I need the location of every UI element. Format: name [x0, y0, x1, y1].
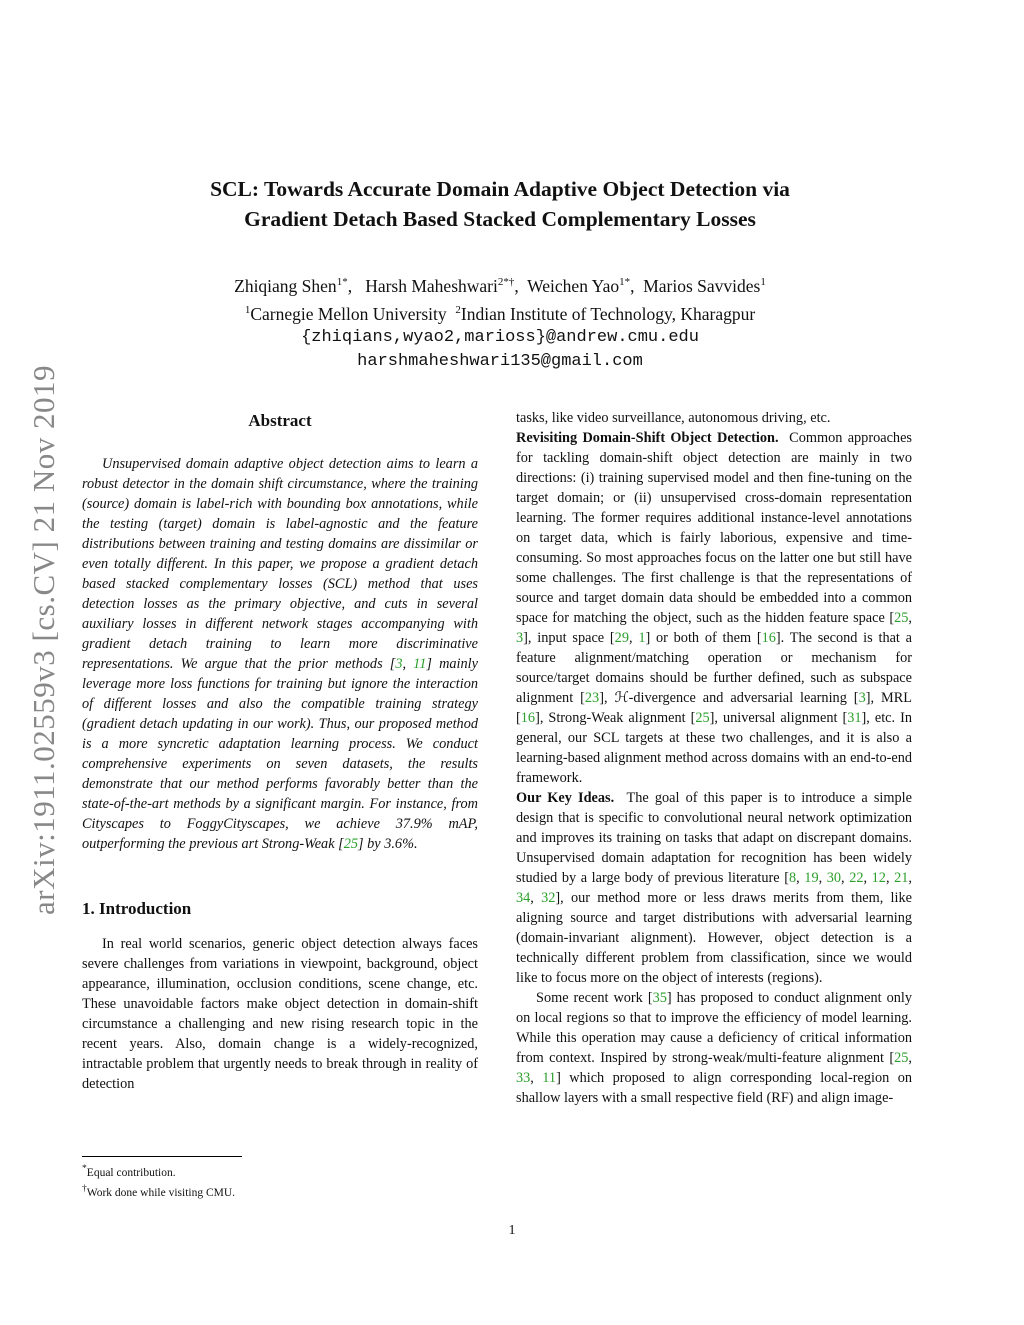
title-line-2: Gradient Detach Based Stacked Complementary Losses: [244, 207, 756, 231]
author-1: Zhiqiang Shen: [234, 275, 337, 296]
citation-link[interactable]: 31: [847, 710, 862, 726]
continued-text: tasks, like video surveillance, autonomous driving, etc.: [516, 410, 831, 426]
left-column: [82, 408, 478, 1094]
abstract-text: Unsupervised domain adaptive object detection aims to learn a robust detector in the domain shift circumstance, where the training (source) domain is label-rich with bounding box annotations, while the testing (target) domain is label-agnostic and the feature distributions between training and testing domains are dissimilar or even totally different. In this paper, we propose a gradient detach based stacked complementary losses (SCL) method that uses detection losses as the primary objective, and cuts in several auxiliary losses in different network stages accompanying with gradient detach training to learn more discriminative representations. We argue that the prior methods [3, 11] mainly leverage more loss functions for training but ignore the interaction of different losses and also the compatible training strategy (gradient detach updating in our work). Thus, our proposed method is a more syncretic adaptation learning process. We conduct comprehensive experiments on seven datasets, the results demonstrate that our method performs favorably better than the state-of-the-art methods by a significant margin. For instance, from Cityscapes to FoggyCityscapes, we achieve 37.9% mAP, outperforming the previous art Strong-Weak [25] by 3.6%.: [82, 456, 478, 852]
author-names: Zhiqiang Shen$^{1*}$, Harsh Maheshwari$^{2*\dagger}$, Weichen Yao$^{1*}$, Marios Savvides$^1$: [234, 275, 766, 296]
affiliation-2: Indian Institute of Technology, Kharagpur: [460, 303, 756, 324]
text-span: Some recent work [: [536, 990, 653, 1006]
page-number: 1: [508, 1223, 516, 1238]
title-line-1: SCL: Towards Accurate Domain Adaptive Object Detection via: [210, 177, 790, 201]
affiliation-1-mark: 1: [244, 303, 251, 316]
text-span: ]. The second is that a feature alignment/matching operation or mechanism for source/target domains should be further defined, such as subspace alignment [: [516, 630, 913, 706]
key-ideas-paragraph: Our Key Ideas. The goal of this paper is to introduce a simple design that is specific to convolutional neural network optimization and improves its training on tasks that adapt on discrepant domains. Unsupervised domain adaptation for recognition has been widely studied by a large body of previous literature [8, 19, 30, 22, 12, 21, 34, 32], our method more or less draws merits from them, like aligning source and target distributions with adversarial learning (domain-invariant alignment). However, object detection is a technically different problem from classification, since we would like to focus more on the object of interests (regions).: [516, 790, 912, 986]
intro-paragraph: In real world scenarios, generic object detection always faces severe challenges from variations in viewpoint, background, object appearance, illumination, occlusion conditions, scene change, etc. These unavoidable factors make object detection in domain-shift circumstance a challenging and new rising research topic in the recent years. Also, domain change is a widely-recognized, intractable problem that urgently needs to break through in reality of detection: [82, 936, 478, 1092]
author-block: [120, 270, 880, 374]
affiliation-2-mark: 2: [455, 303, 461, 316]
abstract-part-3: ] by 3.6%.: [358, 836, 418, 852]
citation-link[interactable]: 12: [871, 870, 886, 886]
citation-link[interactable]: 21: [894, 870, 909, 886]
citation-link[interactable]: 8: [788, 870, 797, 886]
recent-work-paragraph: Some recent work [35] has proposed to conduct alignment only on local regions so that to improve the efficiency of model learning. While this operation may cause a deficiency of critical information from context. Inspired by strong-weak/multi-feature alignment [25, 33, 11] which proposed to align corresponding local-region on shallow layers with a small respective field (RF) and align image-: [516, 990, 912, 1106]
text-span: ] which proposed to align corresponding local-region on shallow layers with a small respective field (RF) and align image-: [516, 1070, 912, 1106]
citation-link[interactable]: 35: [652, 990, 667, 1006]
citation-link[interactable]: 34: [516, 890, 531, 906]
author-2: Harsh Maheshwari: [365, 275, 498, 296]
text-span: ], ℋ-divergence and adversarial learning [: [599, 690, 859, 706]
arxiv-identifier: arXiv:1911.02559v3 [cs.CV] 21 Nov 2019: [26, 365, 61, 915]
arxiv-sidebar: [24, 340, 64, 940]
text-span: Common approaches for tackling domain-shift object detection are mainly in two directions: (i) training supervised model and then fine-tuning on the target domain; or (ii) unsupervised cross-domain representation learning. The former requires additional instance-level annotations on target data, which is fairly laborious, expensive and time-consuming. So most approaches focus on the latter one but still have some challenges. The first challenge is that the representations of source and target domain data should be embedded into a common space for matching the object, such as the hidden feature space [: [516, 430, 912, 626]
affiliation-1: Carnegie Mellon University: [250, 303, 447, 324]
citation-link[interactable]: 29: [614, 630, 629, 646]
paper-title: [120, 174, 880, 234]
citation-link[interactable]: 3: [858, 690, 866, 706]
citation-link[interactable]: 3: [516, 630, 524, 646]
text-span: ], etc. In general, our SCL targets at these two challenges, and it is also a learning-based alignment method across domains with an end-to-end framework.: [516, 710, 912, 786]
text-span: ], MRL [: [516, 690, 912, 726]
author-1-mark: 1*: [336, 276, 348, 288]
footnote-1-mark: *: [82, 1163, 87, 1174]
citation-link[interactable]: 25: [343, 836, 358, 852]
abstract-part-2: ] mainly leverage more loss functions for training but ignore the interaction of different losses and also the compatible training strategy (gradient detach updating in our work). Thus, our proposed method is a more syncretic adaptation learning process. We conduct comprehensive experiments on seven datasets, the results demonstrate that our method performs favorably better than the state-of-the-art methods by a significant margin. For instance, from Cityscapes to FoggyCityscapes, we achieve 37.9% mAP, outperforming the previous art Strong-Weak [: [82, 656, 478, 852]
footnote-2-mark: †: [82, 1182, 87, 1194]
citation-link[interactable]: 30: [826, 870, 842, 886]
citation-link[interactable]: 3: [395, 656, 403, 672]
text-span: ] or both of them [: [645, 630, 762, 646]
citation-link[interactable]: 11: [413, 656, 427, 672]
revisiting-heading: Revisiting Domain-Shift Object Detection.: [516, 430, 779, 446]
affiliations: [120, 298, 880, 326]
author-2-mark: 2*†: [497, 276, 515, 288]
citation-link[interactable]: 32: [541, 890, 556, 906]
footnote-2-text: Work done while visiting CMU.: [86, 1186, 236, 1199]
text-span: ], universal alignment [: [709, 710, 848, 726]
key-ideas-heading: Our Key Ideas.: [516, 790, 615, 806]
citation-link[interactable]: 19: [804, 870, 819, 886]
footnote-rule: [82, 1156, 242, 1157]
email-1[interactable]: {zhiqians,wyao2,marioss}@andrew.cmu.edu: [301, 327, 699, 347]
right-column: [516, 408, 912, 1108]
text-span: ], our method more or less draws merits from them, like aligning source and target distributions with adversarial learning (domain-invariant alignment). However, object detection is a technically different problem from classification, since we would like to focus more on the object of interests (regions).: [516, 890, 912, 986]
author-3: Weichen Yao: [527, 275, 620, 296]
footnote-2: [82, 1181, 478, 1201]
section-heading-introduction: 1. Introduction: [82, 899, 192, 918]
citation-link[interactable]: 25: [894, 610, 909, 626]
abstract-part-1: Unsupervised domain adaptive object detection aims to learn a robust detector in the domain shift circumstance, where the training (source) domain is label-rich with bounding box annotations, while the testing (target) domain is label-agnostic and the feature distributions between training and testing domains are dissimilar or even totally different. In this paper, we propose a gradient detach based stacked complementary losses (SCL) method that uses detection losses as the primary objective, and cuts in several auxiliary losses in different network stages accompanying with gradient detach training to learn more discriminative representations. We argue that the prior methods [: [82, 456, 478, 672]
revisiting-paragraph: Revisiting Domain-Shift Object Detection. Common approaches for tackling domain-shift object detection are mainly in two directions: (i) training supervised model and then fine-tuning on the target domain; or (ii) unsupervised cross-domain representation learning. The former requires additional instance-level annotations on target data, which is fairly laborious, expensive and time-consuming. So most approaches focus on the latter one but still have some challenges. The first challenge is that the representations of source and target domain data should be embedded into a common space for matching the object, such as the hidden feature space [25, 3], input space [29, 1] or both of them [16]. The second is that a feature alignment/matching operation or mechanism for source/target domains should be further defined, such as subspace alignment [23], ℋ-divergence and adversarial learning [3], MRL [16], Strong-Weak alignment [25], universal alignment [31], etc. In general, our SCL targets at these two challenges, and it is also a learning-based alignment method across domains with an end-to-end framework.: [516, 430, 913, 786]
citation-link[interactable]: 33: [516, 1070, 531, 1086]
abstract-heading: Abstract: [248, 411, 312, 430]
text-span: The goal of this paper is to introduce a simple design that is specific to convolutional neural network optimization and improves its training on tasks that adapt on discrepant domains. Unsupervised domain adaptation for recognition has been widely studied by a large body of previous literature [: [516, 790, 912, 886]
author-4-mark: 1: [760, 276, 766, 288]
email-2[interactable]: harshmaheshwari135@gmail.com: [357, 351, 643, 371]
citation-link[interactable]: 11: [542, 1070, 557, 1086]
citation-link[interactable]: 25: [695, 710, 710, 726]
citation-link[interactable]: 23: [584, 690, 600, 706]
footnote-1: [82, 1161, 478, 1181]
author-4: Marios Savvides: [643, 275, 761, 296]
author-3-mark: 1*: [619, 276, 631, 288]
citation-link[interactable]: 16: [520, 710, 536, 726]
text-span: ] has proposed to conduct alignment only on local regions so that to improve the efficiency of model learning. While this operation may cause a deficiency of critical information from context. Inspired by strong-weak/multi-feature alignment [: [516, 990, 912, 1066]
footnotes: [82, 1156, 478, 1201]
footnote-1-text: Equal contribution.: [86, 1166, 176, 1179]
citation-link[interactable]: 22: [849, 870, 864, 886]
citation-link[interactable]: 16: [761, 630, 776, 646]
text-span: ], Strong-Weak alignment [: [535, 710, 696, 726]
citation-link[interactable]: 25: [894, 1050, 909, 1066]
citation-link[interactable]: 1: [638, 630, 646, 646]
text-span: ], input space [: [523, 630, 615, 646]
